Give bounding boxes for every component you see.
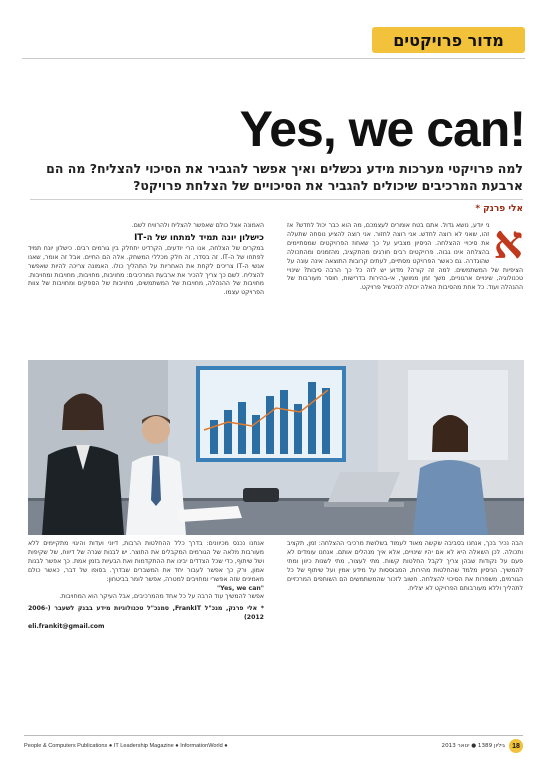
section-banner [372,27,525,53]
footer-issue-block [442,739,523,753]
left-intro-line: האמונה אצל כולם שאפשר להצליח ולהרוויח לשם. [131,222,264,229]
left-top-paragraph: במקרים של הצלחה, אנו הרי יודעים, הקרדיט יתחלק בין גורמים רבים. כישלון יונח תמיד לפתחו של ה-IT. זה בסדר, זה חלק מכללי המשחק. אלה הם החיים. אבל זה אומר, שאנו אנשי ה-IT צריכים לקחת את האחריות על התהליך כולו. האמונה צריכה להיות שאפשר להצליח. לשם כך צריך להכיר את ארבעת המרכיבים: מחויבות, מחויבות, מחויבות ומחויבות. מחויבות של ההנהלה, מחויבות של המשתמשים, מחויבות של הספקים ומחויבות של צוות הפרויקט עצמו. [28,244,264,297]
intro-paragraph: ני יודע, נושא גדול. אתם בטח אומרים לעצמכם, מה הוא כבר יכול לחדש? אז זהו, שאני לא רוצה לחדש. אני רוצה לחזור. אני רוצה להציע נוסחה שתעלה את סיכויי ההצלחה. הניסיון מצביע על כך שאחוז הפרויקטים שמסתיימים בהצלחה אינו גבוה. פרויקטים רבים חורגים מהתקציב, מהזמנים ומהתכולה שהוגדרה. גם כאשר הפרויקט מסתיים, לעתים קרובות התוצאה אינה עונה על הציפיות של המשתמשים. למה זה קורה? מדוע יש לזה כל כך הרבה סיבות? שינויי טכנולוגיה, שינויים ארגוניים, משך זמן ממושך, אי-בהירות בדרישות, חוסר מעורבות של ההנהלה ועוד. כל אחת מהסיבות האלה יכולה להכשיל פרויקט. [287,222,523,292]
top-divider [22,58,525,59]
article-photo [28,360,524,535]
section-banner-label: מדור פרויקטים [393,30,504,50]
article-headline: Yes, we can! [239,101,525,157]
column-subhead: כישלון יונה תמיד למתחו של ה-IT [134,232,264,243]
byline-divider [30,199,523,200]
column-right-top [287,222,523,358]
page-number: 18 [509,739,523,753]
yes-we-can-quote: "Yes, we can" [216,584,264,592]
footer-divider [24,735,523,736]
article-byline: אלי פרנק * [475,204,523,214]
author-email[interactable]: eli.frankit@gmail.com [28,623,105,631]
page-footer [24,739,523,753]
footer-publications: People & Computers Publications ● IT Leadership Magazine ● InformationWorld ● [24,743,228,749]
left-bottom-tail: אפשר להמשיך עוד הרבה על כל אחד מהמרכיבים, אבל העיקר הוא המחויבות. [59,593,264,601]
right-bottom-paragraph: הבה נכיר בכך, אנחנו בסביבה שקשה מאוד לעמוד בשלושת מרכיבי ההצלחה: זמן, תקציב ותכולה. לכן השאלה היא לא אם יהיו שינויים, אלא איך מנהלים אותם. אנחנו עומדים לא פעם על נקודות שבהן צריך לקבל החלטות קשות. מתי לעצור, מתי לשנות כיוון ומתי להמשיך. הניסיון מלמד שהחלטות מהירות, המבוססות על מידע אמין ועל שיתוף של כל הגורמים, משפרות את הסיכוי להצלחה. חשוב לזכור שהמשתמשים הם השותפים המרכזיים לתהליך וללא מעורבותם הפרויקט לא יצליח. [287,540,523,592]
office-meeting-image [28,360,524,535]
left-bottom-paragraph: אנחנו נכנס מכיוונים: בדרך כלל ההחלטות הרבות, דיוני ועדות והיגוי מתקיימים ללא מעורבות מלאה של הגורמים המקבלים את התוצר. יש לבנות שגרה של דיווח, של שקיפות ושל שיתוף, כדי שכל הצדדים יבינו את ההתקדמות ואת הבעיות בזמן אמת. כך אפשר לבנות אמון, ורק כך אפשר לעבור יחד את המשברים שבדרך. בסופו של דבר, כאשר כולם מאמינים שזה אפשרי ומחויבים למטרה, אפשר לומר בביטחון: [28,540,264,583]
article-subheadline: למה פרויקטי מערכות מידע נכשלים ואיך אפשר להגביר את הסיכוי להצליח? מה הם ארבעת המרכיבים שיכולים להגביר את הסיכויים של הצלחת פרויקט? [46,161,523,193]
dropcap: א [493,222,523,269]
column-left-bottom [28,540,264,744]
column-left-top [28,222,264,358]
footer-issue: גיליון 1389 ● ינואר 2013 [441,743,505,749]
author-bio: * אלי פרנק, מנכ"ל FrankIT, סמנכ"ל טכנולוגיות מידע בבנק לשעבר (2006-2012) [28,605,264,622]
column-right-bottom [287,540,523,744]
